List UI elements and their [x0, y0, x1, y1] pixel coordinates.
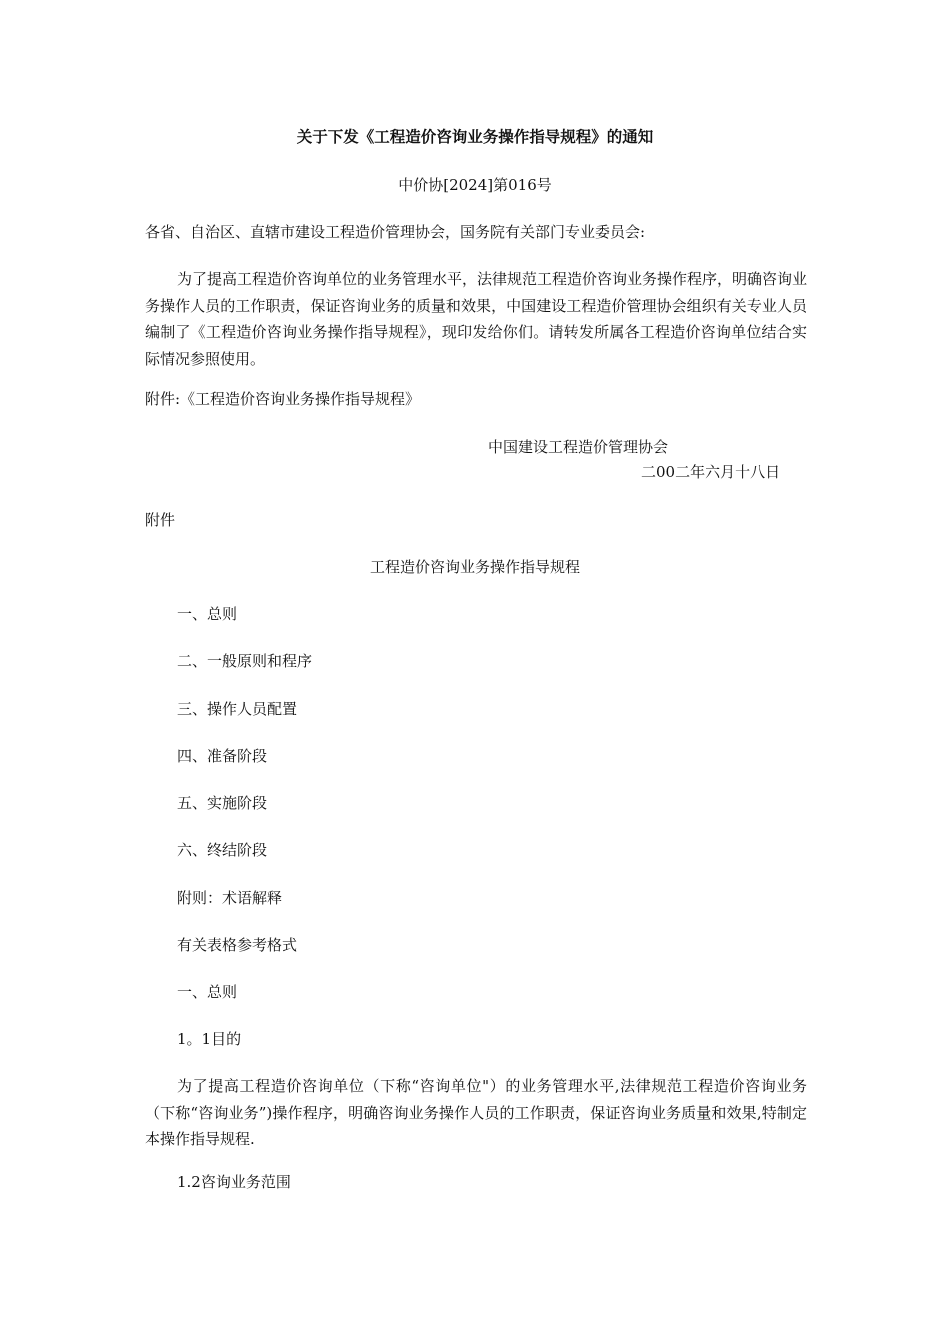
subsection-heading: 1。1目的: [177, 1030, 242, 1048]
notice-title: 关于下发《工程造价咨询业务操作指导规程》的通知: [296, 127, 654, 146]
toc-item: 五、实施阶段: [177, 794, 268, 812]
attachment-label: 附件: [145, 511, 176, 529]
toc-item: 一、总则: [177, 605, 238, 623]
toc-item: 三、操作人员配置: [177, 700, 298, 718]
issue-date: 二00二年六月十八日: [641, 463, 781, 481]
intro-paragraph: 为了提高工程造价咨询单位的业务管理水平，法律规范工程造价咨询业务操作程序，明确咨询业务操作人员的工作职责，保证咨询业务的质量和效果，中国建设工程造价管理协会组织有关专业人员编制了《工程造价咨询业务操作指导规程》，现印发给你们。请转发所属各工程造价咨询单位结合实际情况参照使用。: [145, 270, 808, 368]
toc-item: 有关表格参考格式: [177, 936, 298, 954]
guide-title: 工程造价咨询业务操作指导规程: [369, 558, 580, 576]
purpose-paragraph: 为了提高工程造价咨询单位（下称“咨询单位"）的业务管理水平,法律规范工程造价咨询业务（下称“咨询业务”)操作程序，明确咨询业务操作人员的工作职责，保证咨询业务质量和效果,特制定本操作指导规程.: [145, 1077, 807, 1148]
section-heading: 一、总则: [177, 983, 238, 1001]
signer-organization: 中国建设工程造价管理协会: [488, 438, 669, 456]
document-number: 中价协[2024]第016号: [398, 176, 552, 194]
subsection-heading: 1.2咨询业务范围: [177, 1173, 291, 1191]
attachment-reference: 附件:《工程造价咨询业务操作指导规程》: [145, 390, 421, 408]
toc-item: 二、一般原则和程序: [177, 652, 313, 670]
toc-item: 附则：术语解释: [177, 889, 283, 907]
addressee-line: 各省、自治区、直辖市建设工程造价管理协会，国务院有关部门专业委员会:: [145, 223, 646, 241]
toc-item: 六、终结阶段: [177, 841, 268, 859]
toc-item: 四、准备阶段: [177, 747, 268, 765]
